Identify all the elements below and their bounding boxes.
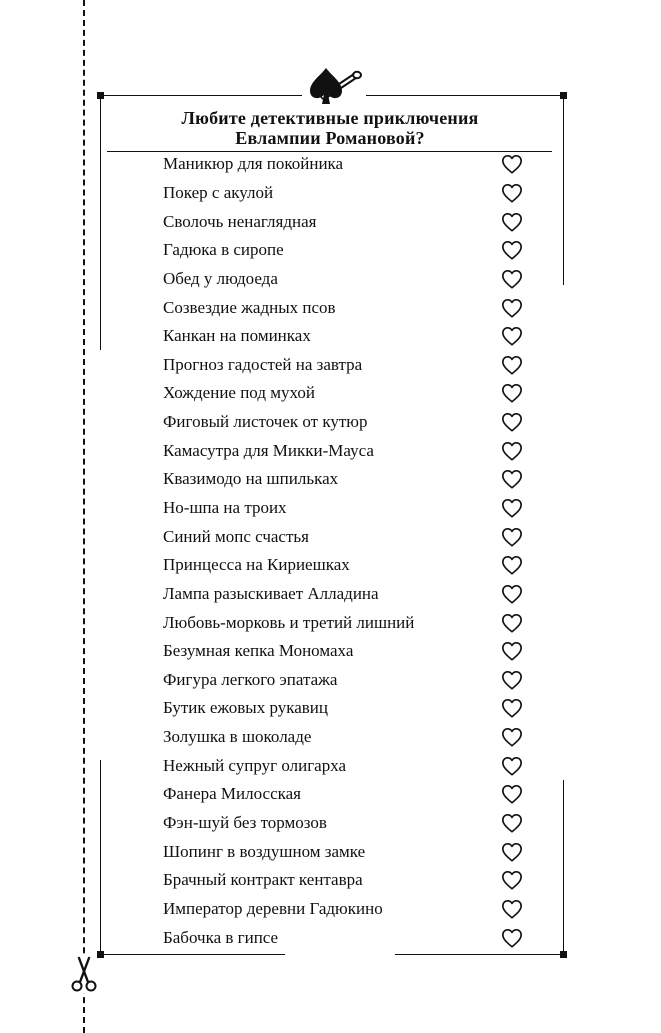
book-row	[163, 580, 535, 609]
heart-outline-icon[interactable]	[501, 555, 523, 575]
book-title: Обед у людоеда	[163, 268, 278, 288]
heart-outline-icon[interactable]	[501, 613, 523, 633]
book-row	[163, 751, 535, 780]
heart-outline-icon[interactable]	[501, 469, 523, 489]
heart-outline-icon[interactable]	[501, 412, 523, 432]
book-title: Золушка в шоколаде	[163, 727, 312, 747]
book-row	[163, 207, 535, 236]
book-row	[163, 666, 535, 695]
book-row	[163, 923, 535, 952]
book-row	[163, 436, 535, 465]
book-row	[163, 265, 535, 294]
heart-outline-icon[interactable]	[501, 784, 523, 804]
heart-outline-icon[interactable]	[501, 727, 523, 747]
heart-outline-icon[interactable]	[501, 527, 523, 547]
spade-with-safety-pin-icon	[302, 62, 364, 110]
heart-outline-icon[interactable]	[501, 698, 523, 718]
heart-outline-icon[interactable]	[501, 584, 523, 604]
heart-outline-icon[interactable]	[501, 383, 523, 403]
book-title: Сволочь ненаглядная	[163, 211, 317, 231]
book-row	[163, 780, 535, 809]
book-title: Прогноз гадостей на завтра	[163, 354, 363, 374]
heart-outline-icon[interactable]	[501, 355, 523, 375]
book-row	[163, 322, 535, 351]
book-title: Фиговый листочек от кутюр	[163, 412, 368, 432]
book-row	[163, 637, 535, 666]
book-title: Но-шпа на троих	[163, 498, 287, 517]
book-title: Камасутра для Микки-Мауса	[163, 440, 374, 460]
book-title: Фигура легкого эпатажа	[163, 669, 338, 689]
heart-outline-icon[interactable]	[501, 813, 523, 833]
book-title: Нежный супруг олигарха	[163, 755, 347, 775]
heart-outline-icon[interactable]	[501, 441, 523, 461]
header-line-1: Любите детективные приключения	[181, 108, 479, 128]
book-row	[163, 465, 535, 494]
book-row	[163, 694, 535, 723]
book-row	[163, 494, 535, 523]
book-title: Фэн-шуй без тормозов	[163, 813, 327, 833]
book-row	[163, 150, 535, 179]
heart-outline-icon[interactable]	[501, 240, 523, 260]
book-title: Брачный контракт кентавра	[163, 870, 363, 890]
book-checklist	[163, 150, 535, 952]
book-title: Синий мопс счастья	[163, 526, 309, 546]
book-title: Хождение под мухой	[163, 383, 315, 403]
heart-outline-icon[interactable]	[501, 928, 523, 948]
heart-outline-icon[interactable]	[501, 670, 523, 690]
book-row	[163, 179, 535, 208]
book-row	[163, 408, 535, 437]
book-row	[163, 895, 535, 924]
book-title: Принцесса на Кириешках	[163, 555, 350, 575]
book-title: Любовь-морковь и третий лишний	[163, 612, 415, 632]
book-row	[163, 866, 535, 895]
heart-outline-icon[interactable]	[501, 641, 523, 661]
book-row	[163, 809, 535, 838]
cut-line	[83, 0, 85, 1033]
book-title: Маникюр для покойника	[163, 154, 344, 174]
book-row	[163, 837, 535, 866]
book-row	[163, 293, 535, 322]
heart-outline-icon[interactable]	[501, 269, 523, 289]
book-title: Бабочка в гипсе	[163, 927, 279, 947]
book-title: Бутик ежовых рукавиц	[163, 698, 328, 718]
heart-outline-icon[interactable]	[501, 183, 523, 203]
book-row	[163, 379, 535, 408]
book-row	[163, 350, 535, 379]
book-title: Император деревни Гадюкино	[163, 898, 383, 918]
heart-outline-icon[interactable]	[501, 498, 523, 518]
heart-outline-icon[interactable]	[501, 154, 523, 174]
book-row	[163, 608, 535, 637]
heart-outline-icon[interactable]	[501, 298, 523, 318]
book-title: Созвездие жадных псов	[163, 297, 336, 317]
book-title: Лампа разыскивает Алладина	[163, 583, 379, 603]
scissors-icon	[70, 955, 98, 993]
heart-outline-icon[interactable]	[501, 212, 523, 232]
book-title: Гадюка в сиропе	[163, 240, 284, 260]
header-line-2: Евлампии Романовой?	[235, 128, 425, 148]
book-title: Безумная кепка Мономаха	[163, 641, 354, 661]
heart-outline-icon[interactable]	[501, 842, 523, 862]
book-row	[163, 551, 535, 580]
checklist-header	[108, 108, 552, 148]
heart-outline-icon[interactable]	[501, 756, 523, 776]
book-title: Квазимодо на шпильках	[163, 469, 339, 489]
book-title: Фанера Милосская	[163, 784, 301, 804]
book-title: Шопинг в воздушном замке	[163, 841, 366, 861]
heart-outline-icon[interactable]	[501, 870, 523, 890]
book-row	[163, 236, 535, 265]
heart-outline-icon[interactable]	[501, 899, 523, 919]
book-row	[163, 723, 535, 752]
heart-outline-icon[interactable]	[501, 326, 523, 346]
book-title: Покер с акулой	[163, 182, 274, 202]
book-row	[163, 522, 535, 551]
book-title: Канкан на поминках	[163, 326, 311, 346]
